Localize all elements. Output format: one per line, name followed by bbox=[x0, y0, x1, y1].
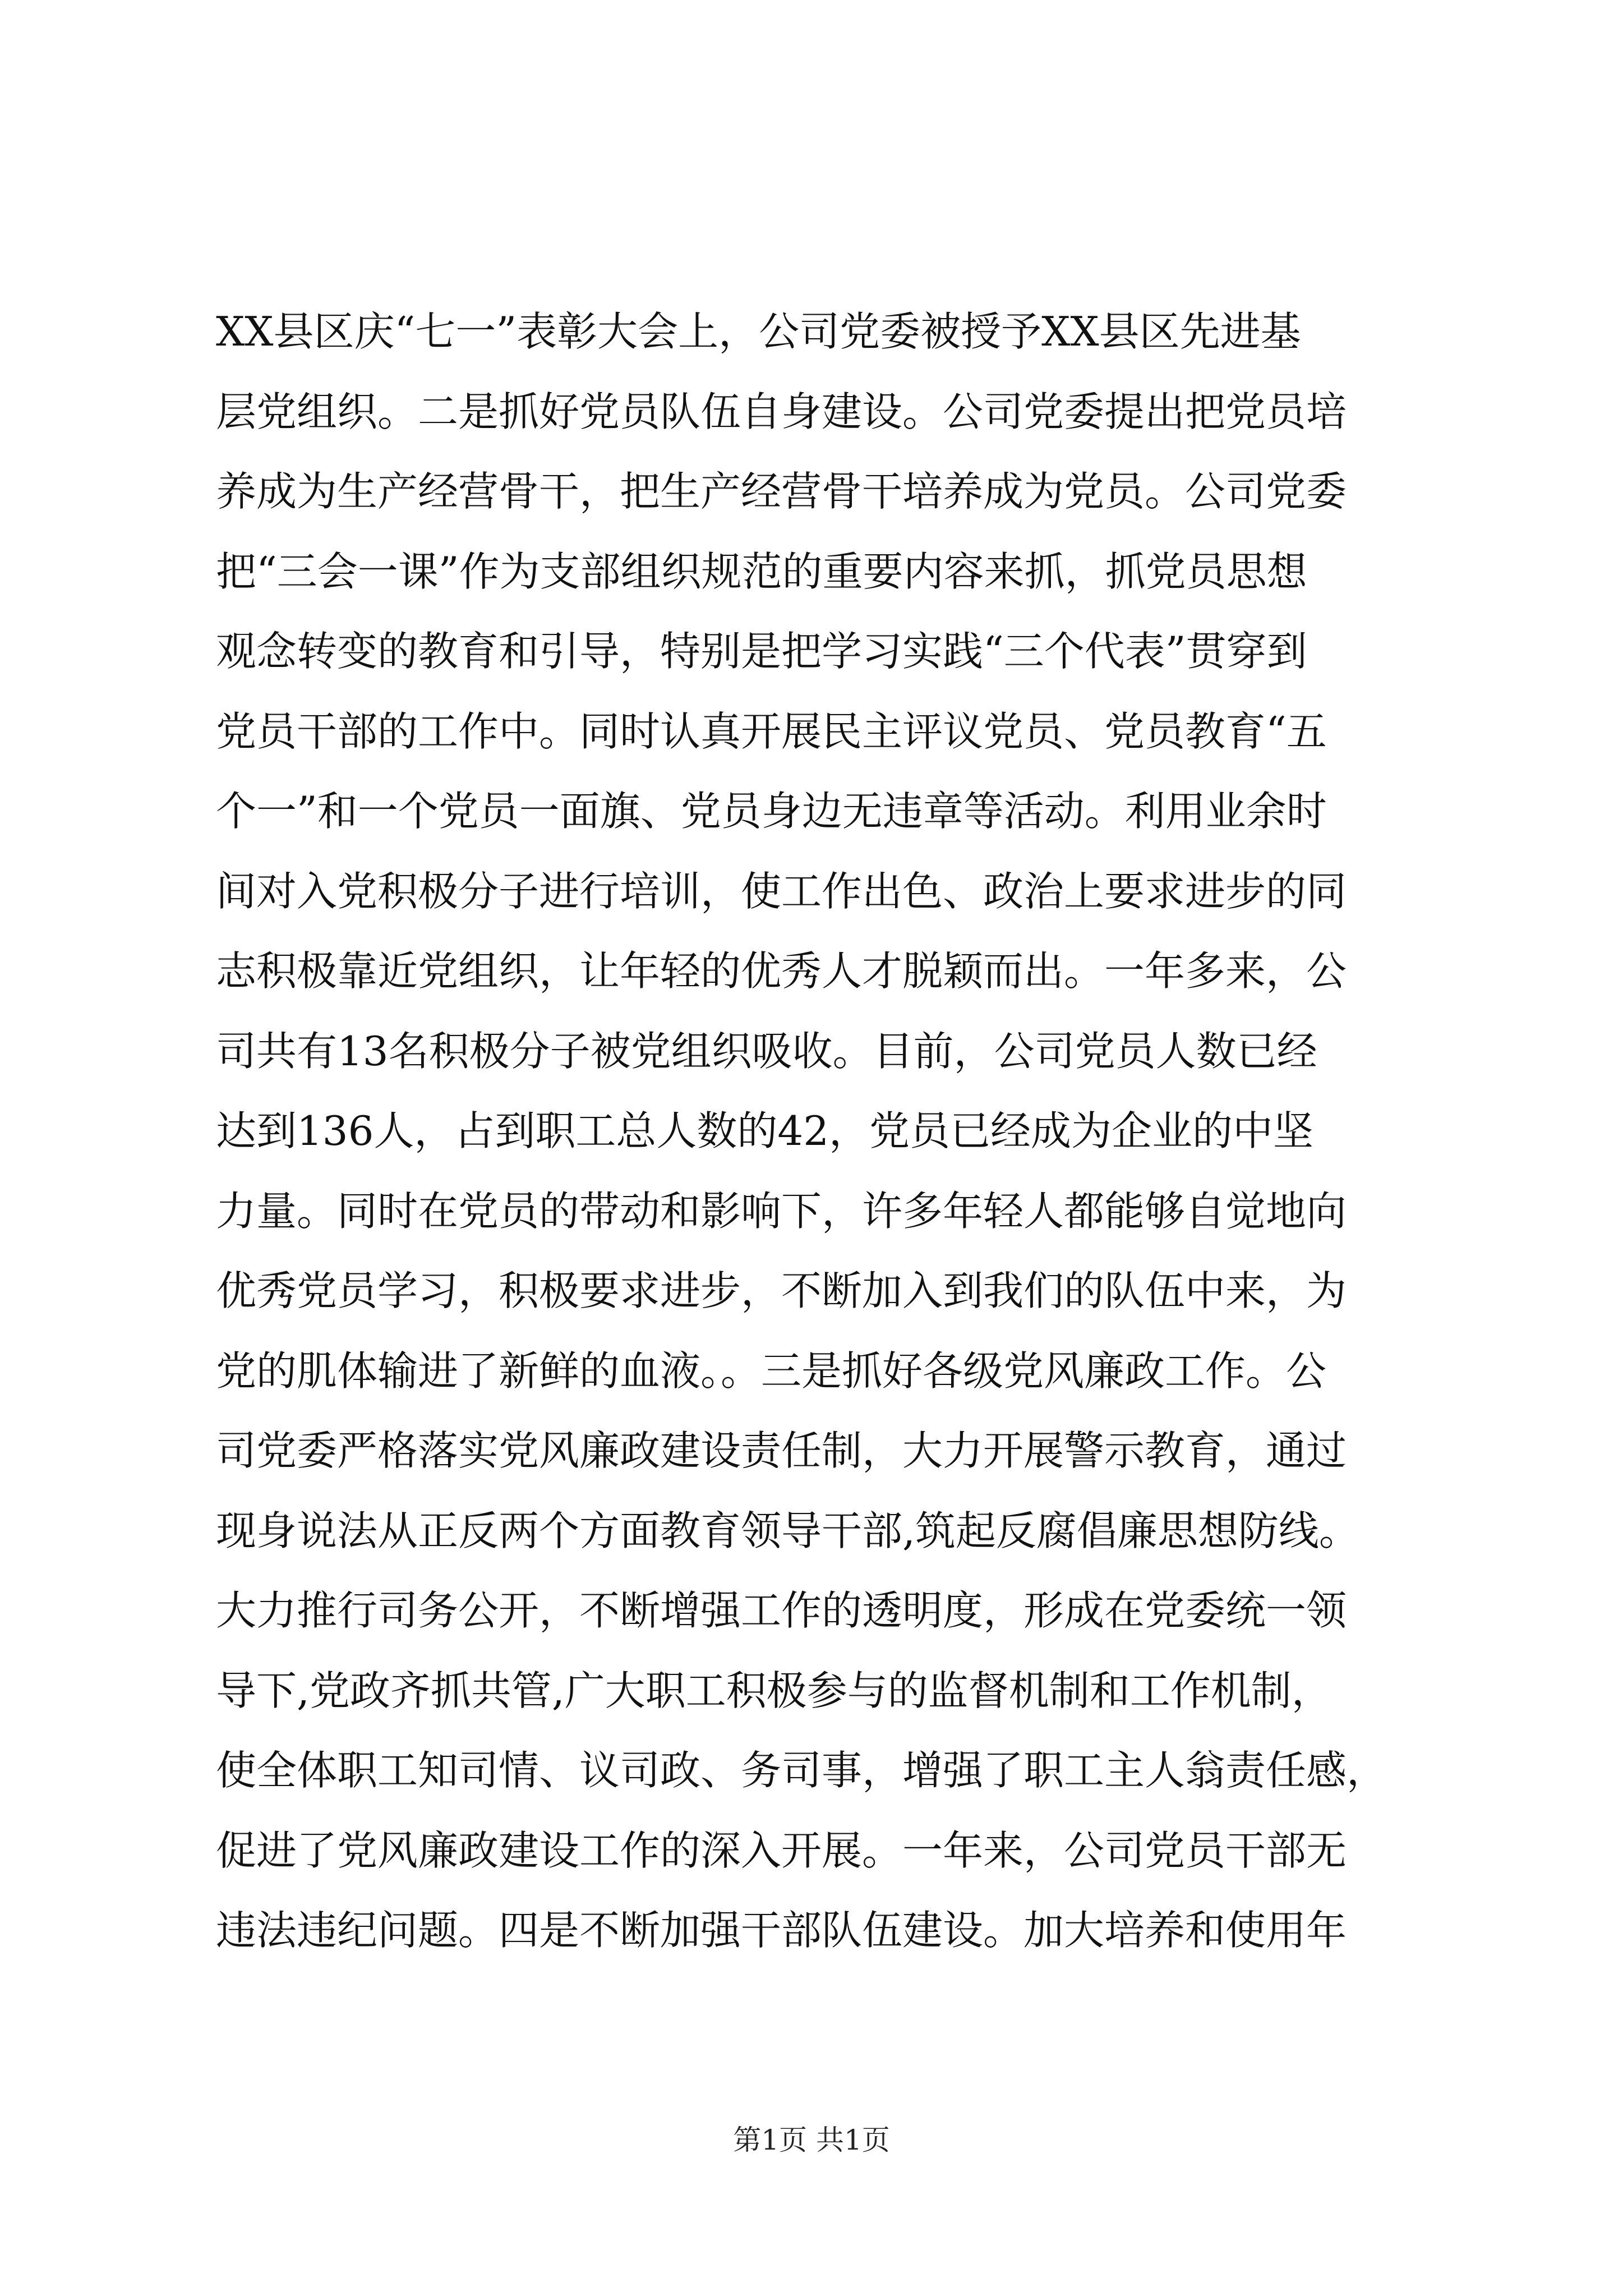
text-line: 层党组织。二是抓好党员队伍自身建设。公司党委提出把党员培 bbox=[216, 388, 1347, 435]
text-line: 导下,党政齐抓共管,广大职工积极参与的监督机制和工作机制， bbox=[216, 1667, 1332, 1714]
text-line: 志积极靠近党组织，让年轻的优秀人才脱颖而出。一年多来，公 bbox=[216, 947, 1347, 995]
text-line: 优秀党员学习，积极要求进步，不断加入到我们的队伍中来，为 bbox=[216, 1267, 1347, 1314]
text-line: XX县区庆“七一”表彰大会上，公司党委被授予XX县区先进基 bbox=[216, 308, 1301, 355]
text-line: 违法违纪问题。四是不断加强干部队伍建设。加大培养和使用年 bbox=[216, 1907, 1347, 1954]
text-line: 促进了党风廉政建设工作的深入开展。一年来，公司党员干部无 bbox=[216, 1826, 1347, 1874]
text-line: 现身说法从正反两个方面教育领导干部,筑起反腐倡廉思想防线。 bbox=[216, 1507, 1359, 1554]
page-footer bbox=[0, 2120, 1623, 2160]
text-line: 观念转变的教育和引导，特别是把学习实践“三个代表”贯穿到 bbox=[216, 628, 1307, 675]
text-line: 个一”和一个党员一面旗、党员身边无违章等活动。利用业余时 bbox=[216, 788, 1327, 835]
text-line: 司共有13名积极分子被党组织吸收。目前，公司党员人数已经 bbox=[216, 1027, 1317, 1075]
text-line: 大力推行司务公开，不断增强工作的透明度，形成在党委统一领 bbox=[216, 1587, 1347, 1634]
page-number: 第1页 共1页 bbox=[733, 2124, 890, 2156]
text-line: 养成为生产经营骨干，把生产经营骨干培养成为党员。公司党委 bbox=[216, 468, 1347, 515]
text-line: 司党委严格落实党风廉政建设责任制，大力开展警示教育，通过 bbox=[216, 1427, 1347, 1474]
text-line: 党员干部的工作中。同时认真开展民主评议党员、党员教育“五 bbox=[216, 707, 1327, 755]
text-line: 达到136人，占到职工总人数的42，党员已经成为企业的中坚 bbox=[216, 1107, 1314, 1154]
text-line: 使全体职工知司情、议司政、务司事，增强了职工主人翁责任感， bbox=[216, 1747, 1387, 1794]
text-line: 力量。同时在党员的带动和影响下，许多年轻人都能够自觉地向 bbox=[216, 1187, 1347, 1235]
body-text bbox=[216, 292, 1438, 1971]
text-line: 把“三会一课”作为支部组织规范的重要内容来抓，抓党员思想 bbox=[216, 547, 1307, 595]
text-line: 间对入党积极分子进行培训，使工作出色、政治上要求进步的同 bbox=[216, 867, 1347, 915]
text-line: 党的肌体输进了新鲜的血液。。三是抓好各级党风廉政工作。公 bbox=[216, 1347, 1327, 1395]
